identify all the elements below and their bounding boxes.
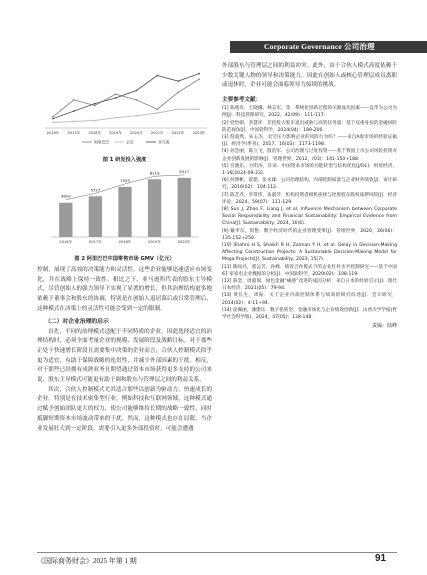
page-header <box>0 0 427 56</box>
figure-1-caption: 图 1 研发投入强度 <box>102 157 147 163</box>
data-point <box>136 90 138 92</box>
data-point <box>156 75 158 77</box>
data-point <box>94 103 96 105</box>
left-column <box>37 62 212 434</box>
legend-label: 亚马逊 <box>158 139 170 145</box>
reference-item: [4] 孙会丽，陈立飞，殷治军．公司治理与过度投资——基于我国上市公司风险投资对企业创新发展的影响[J]．管理世界，2012，(03)：141-150+188. <box>222 149 397 162</box>
references-list <box>222 105 397 321</box>
reference-item: [1] 陈燕舟，王晓娥，林志军，等．系统化创新过程的关键成功因素——以华为公司为例[J]．科技管理研究，2022，42(09)：111-117. <box>222 106 397 119</box>
data-point <box>115 97 117 99</box>
x-tick-label: 2020年 <box>177 240 191 244</box>
reference-item: [5] 宫晓东，方明涛，许录．中国资本市场的功能转型与结构优化[J/OL]．财贸经济，1-16[2024-09-23]. <box>222 163 397 176</box>
x-tick-label: 2018年 <box>88 131 102 135</box>
data-point <box>177 91 179 93</box>
bar-value-label: 8317 <box>179 168 190 174</box>
data-point <box>115 93 117 95</box>
references-title: 主要参考文献： <box>222 97 262 104</box>
body-paragraph: 外部股东与管理层之间的利益冲突。此外，由于合伙人模式高度依赖于少数关键人物的领导和决策能力，因此在创始人或核心管理层成员离职或退休时，企业可能会面临领导力接续的挑战。 <box>222 63 397 89</box>
data-point <box>52 116 54 118</box>
figure-2-caption: 图 2 阿里巴巴中国零售市场 GMV（亿元） <box>74 256 175 262</box>
series-line-亚马逊 <box>53 74 199 119</box>
data-point <box>177 108 179 110</box>
reference-item: [13] 黄长生，周振．关于企业内部控制体系与绩效的研究综述[J]．会计研究，2014(02)：4-11+94. <box>222 293 397 306</box>
legend-label: 京东 <box>126 139 134 145</box>
data-point <box>198 78 200 80</box>
data-point <box>177 80 179 82</box>
x-tick-label: 2016年 <box>46 131 60 135</box>
bar <box>178 178 191 237</box>
journal-issue: 《国际商务财会》2025 年第 1 期 <box>37 557 137 565</box>
page-number: 91 <box>375 553 387 564</box>
data-point <box>94 120 96 122</box>
right-column <box>222 62 397 329</box>
reference-item: [11] 陶凤丹，郭运芳，孙峰．绩效合作模式下的企业杠杆水平控制研究——基于中国 67 家家电企业数据的分析[J]．中国软科学，2020(02)：108-119. <box>222 264 397 277</box>
section-subheading: （二）对企业治理的启示 <box>45 318 109 325</box>
x-tick-label: 2017年 <box>89 240 102 244</box>
bar <box>148 179 161 237</box>
data-point <box>52 118 54 120</box>
reference-item: [7] 陈艺齐，罗常伟，朱淑芳．机构投资者相机抉择与控股股东股权质押风险[J]．经济评论，2024，59(07)：111-129. <box>222 192 397 205</box>
reference-item: [2] 党怡朝，李慧祥．非控股大股东退出威胁与高管任务量：基于双重身份的金融风险防范视角[J]．中国软科学，2024(04)：189-200. <box>222 120 397 133</box>
figure-1-chart <box>37 62 212 150</box>
reference-item: [12] 陈金，周淑瑞．绿色金融“痛感”改进的成因分析：来自日本的经验启示[J]．现代日本经济，2021(05)：79-94. <box>222 278 397 292</box>
data-point <box>156 112 158 114</box>
reference-item: [9] 戴孝东，周艳．数字经济时代的企业管理变革[J]．管理世界，2020，36(06)：135-152+250. <box>222 228 397 241</box>
x-tick-label: 2020年 <box>130 131 143 135</box>
data-point <box>115 117 117 119</box>
reference-item: [8] Sun J, Zhao F, Liang J, et al. Influence Mechanism between Corporate Social Responsibility and Financial Sustainability: Empirical Evidence from China[J]. Sustainability, 2024, 16(6). <box>222 206 397 227</box>
x-tick-label: 2017年 <box>67 131 81 135</box>
data-point <box>73 121 75 123</box>
reference-item: [10] Shahro H S, Shaikh R H, Zaiman Y H, et al. Delay in Decision-Making Affecting Construction Projects: A Sustainable Decision-Making Model for Mega Projects[J]. Sustainability, 2023, 15(7). <box>222 242 397 263</box>
section-title: Corporate Governance 公司治理 <box>230 41 427 53</box>
x-tick-label: 2022年 <box>171 131 185 135</box>
footer-rule <box>37 552 397 553</box>
bar-value-label: 4820 <box>60 193 71 199</box>
bar <box>118 187 131 237</box>
editor-credit: 责编：陆峰 <box>371 323 397 330</box>
data-point <box>136 99 138 101</box>
x-tick-label: 2016年 <box>59 240 73 244</box>
data-point <box>73 110 75 112</box>
bar <box>89 196 102 237</box>
data-point <box>94 105 96 107</box>
figure-1 <box>37 62 212 154</box>
data-point <box>198 73 200 75</box>
bar-value-label: 5727 <box>90 187 101 193</box>
body-paragraph: 其次，合伙人控制模式尤其适合那些以创新为驱动力、快速成长的企业。特别是在技术密集型行业，例如科技和互联网领域，这种模式通过赋予创始团队更大的权力，使公司能够维持长期的战略一致性，同时抵御短期资本市场波动带来的干扰。然而，这种模式也存在局限，当企业发展壮大到一定阶段，需要引入更多外部投资时，可能会遭遇 <box>37 386 212 432</box>
reference-item: [14] 庞佩丽，潘建钰．数字化转型、金融市场化与企业绩效创新[J]．山西大学学报(哲学社会科学版)，2024，47(05)：138-148. <box>222 307 397 320</box>
x-tick-label: 2023年 <box>192 131 206 135</box>
x-tick-label: 2019年 <box>109 131 122 135</box>
data-point <box>73 99 75 101</box>
figure-2 <box>37 167 212 253</box>
reference-item: [3] 倪骁然，朱玉杰．卖空压力影响企业的风险行为吗？——来自A股市场的经验证据[J]．经济学(季刊)，2017，16(03)：1173-1198. <box>222 134 397 148</box>
body-paragraph: 控制，展现了高效的决策能力和灵活性。这些企业能够迅速适应市场变化，并在战略上保持一致性。相比之下，亚马逊所代表的股东主导模式，尽管创始人的强力领导下实现了显著的增长，但其治理结构更多地依赖于董事会和股东的协调，特别是在创始人退居幕后或日常管理后，这种模式在决策上的灵活性可能会受到一定的限制。 <box>37 267 212 312</box>
data-point <box>156 108 158 110</box>
legend-label: 阿里巴巴 <box>94 139 110 145</box>
data-point <box>136 115 138 117</box>
figure-2-chart <box>37 167 212 249</box>
body-paragraph: 首先，不同的治理模式适配于不同特质的企业，因此选择适宜的治理结构时，必须全面考量企业的规模、发展阶段及战略目标。对于那些正处于快速增长阶段且需要集中决策的企业而言，合伙人控制模式似乎更为适宜，有助于保障战略的连贯性，并减少外部因素的干扰。相反，对于那些已经拥有成熟业务且期望通过资本市场获得更多支持的公司来说，股东主导模式可能更有助于调和股东与管理层之间的利益关系。 <box>37 328 212 384</box>
data-point <box>52 121 54 123</box>
bar <box>59 203 72 237</box>
data-point <box>198 108 200 110</box>
x-tick-label: 2019年 <box>148 240 161 244</box>
bar-value-label: 7053 <box>120 177 130 183</box>
x-tick-label: 2021年 <box>150 131 164 135</box>
x-tick-label: 2018年 <box>118 240 132 244</box>
bar-value-label: 8119 <box>149 170 160 176</box>
reference-item: [6] 何博彬，翟珺，张永雄．公司治理结构、内部控制质量与企业财务绩效[J]．审计研究，2016(02)：104-112. <box>222 178 397 191</box>
